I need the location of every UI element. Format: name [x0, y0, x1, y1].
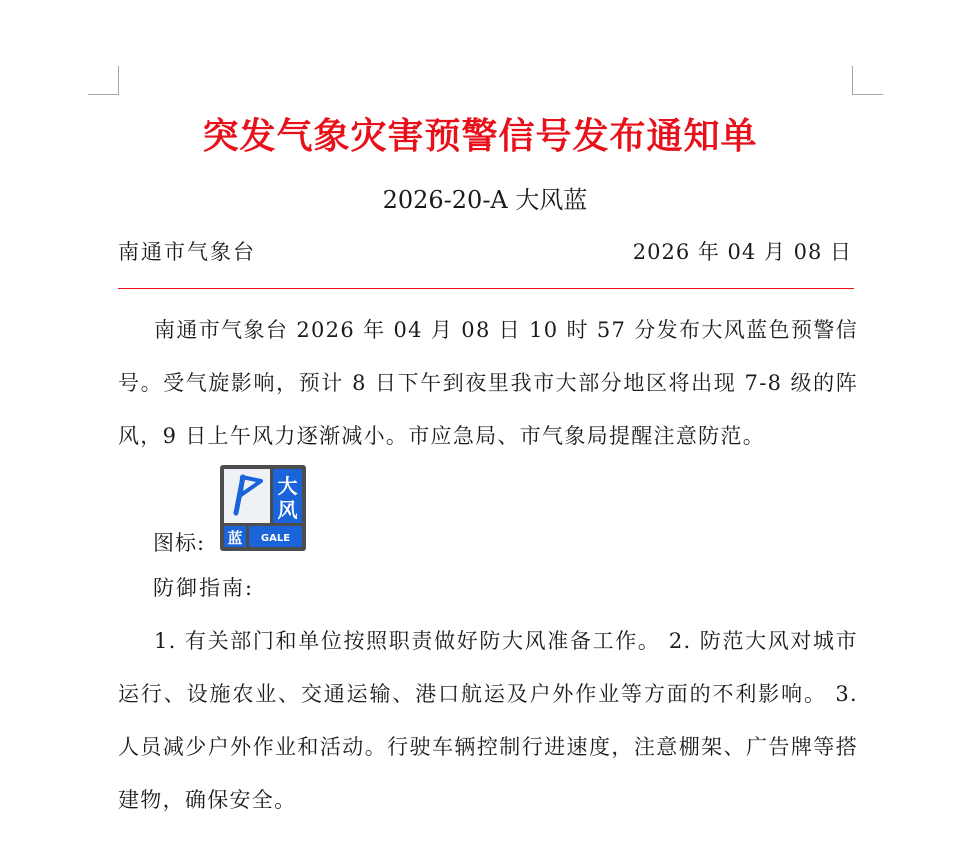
- sign-level-text: 蓝: [227, 529, 243, 547]
- gale-blue-warning-icon: [220, 465, 306, 551]
- red-divider-line: [118, 288, 854, 289]
- issuer-name: 南通市气象台: [118, 240, 256, 264]
- sign-main-text-1: 大: [277, 474, 298, 498]
- page-corner-mark-left: [88, 66, 119, 95]
- signal-code: 2026-20-A 大风蓝: [382, 186, 588, 214]
- sign-main-text-2: 风: [277, 498, 298, 522]
- guide-text: 1. 有关部门和单位按照职责做好防大风准备工作。 2. 防范大风对城市运行、设施农业、交通运输、港口航运及户外作业等方面的不利影响。 3. 人员减少户外作业和活动。行驶车辆控制行进速度，注意棚架、广告牌等搭建物，确保安全。: [118, 629, 858, 812]
- document-title: 突发气象灾害预警信号发布通知单: [202, 116, 758, 157]
- page-corner-mark-right: [852, 66, 883, 95]
- warning-body-text: 南通市气象台 2026 年 04 月 08 日 10 时 57 分发布大风蓝色预警信号。受气旋影响，预计 8 日下午到夜里我市大部分地区将出现 7-8 级的阵风，9 日上午风力逐渐减小。市应急局、市气象局提醒注意防范。: [118, 318, 858, 448]
- sign-english-text: GALE: [260, 533, 291, 544]
- icon-label: 图标:: [153, 531, 206, 555]
- guide-label: 防御指南:: [153, 576, 255, 600]
- issue-date: 2026 年 04 月 08 日: [632, 240, 852, 264]
